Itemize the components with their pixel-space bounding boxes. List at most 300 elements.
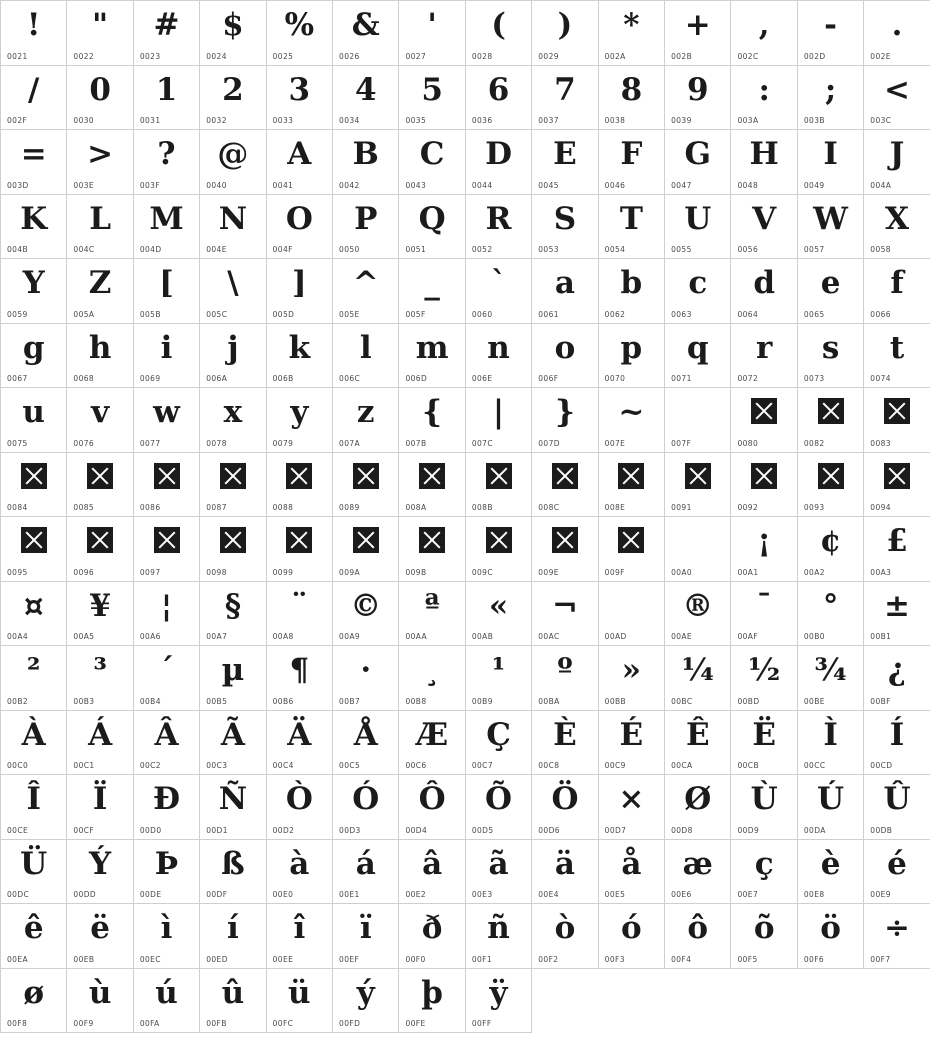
glyph-cell[interactable] [134, 66, 200, 131]
glyph-cell[interactable] [1, 453, 67, 518]
glyph-cell[interactable] [333, 453, 399, 518]
glyph-character: & [351, 7, 380, 43]
glyph-cell[interactable] [67, 904, 133, 969]
glyph-codepoint: 00A6 [139, 632, 161, 641]
glyph-cell[interactable] [333, 840, 399, 905]
glyph-character: # [153, 7, 180, 43]
glyph-cell[interactable] [798, 711, 864, 776]
glyph-cell[interactable] [67, 969, 133, 1034]
glyph-cell[interactable] [333, 582, 399, 647]
notdef-box-icon [818, 398, 844, 424]
glyph-codepoint: 00A1 [737, 567, 759, 577]
glyph-cell[interactable] [599, 66, 665, 131]
glyph-cell[interactable] [731, 453, 797, 518]
glyph-cell[interactable] [532, 840, 598, 905]
glyph-cell[interactable] [399, 324, 465, 389]
notdef-box-icon [353, 527, 379, 553]
glyph-character: M [149, 200, 184, 237]
glyph-cell[interactable] [67, 130, 133, 195]
notdef-box-icon [552, 527, 578, 553]
notdef-box-icon [884, 463, 910, 489]
glyph-cell[interactable] [599, 130, 665, 195]
glyph-cell[interactable] [200, 775, 266, 840]
glyph-cell[interactable] [665, 324, 731, 389]
glyph-cell[interactable] [333, 388, 399, 453]
glyph-cell[interactable] [200, 324, 266, 389]
glyph-cell[interactable] [67, 582, 133, 647]
glyph-cell[interactable] [532, 259, 598, 324]
glyph-cell[interactable] [731, 904, 797, 969]
glyph-cell[interactable] [532, 582, 598, 647]
glyph-cell[interactable] [333, 130, 399, 195]
glyph-cell[interactable] [1, 840, 67, 905]
glyph-cell[interactable] [267, 195, 333, 260]
glyph-cell[interactable] [134, 259, 200, 324]
empty-cell [665, 969, 731, 1034]
glyph-codepoint: 0075 [7, 438, 28, 448]
glyph-codepoint: 0067 [7, 374, 28, 383]
glyph-character: ê [23, 910, 44, 946]
glyph-cell[interactable] [1, 130, 67, 195]
glyph-cell[interactable] [532, 66, 598, 131]
glyph-cell[interactable] [864, 324, 930, 389]
glyph-cell[interactable] [798, 130, 864, 195]
glyph-codepoint: 0074 [870, 374, 891, 383]
glyph-character: V [752, 200, 777, 237]
glyph-cell[interactable] [665, 840, 731, 905]
glyph-cell[interactable] [798, 517, 864, 582]
glyph-cell[interactable] [134, 840, 200, 905]
glyph-cell[interactable] [399, 646, 465, 711]
glyph-cell[interactable] [731, 259, 797, 324]
glyph-cell[interactable] [798, 775, 864, 840]
glyph-cell[interactable] [1, 517, 67, 582]
glyph-cell[interactable] [267, 904, 333, 969]
glyph-cell[interactable] [200, 66, 266, 131]
glyph-cell[interactable] [1, 259, 67, 324]
glyph-cell[interactable] [67, 840, 133, 905]
glyph-character: @ [217, 136, 249, 172]
glyph-cell[interactable] [466, 453, 532, 518]
glyph-character: p [620, 329, 643, 366]
glyph-cell[interactable] [466, 969, 532, 1034]
glyph-codepoint: 0060 [471, 309, 493, 319]
glyph-cell[interactable] [466, 517, 532, 582]
glyph-cell[interactable] [134, 388, 200, 453]
glyph-cell[interactable] [466, 130, 532, 195]
glyph-cell[interactable] [333, 646, 399, 711]
glyph-cell[interactable] [267, 1, 333, 66]
glyph-cell[interactable] [864, 130, 930, 195]
glyph-cell[interactable] [731, 840, 797, 905]
glyph-cell[interactable] [532, 388, 598, 453]
glyph-cell[interactable] [267, 324, 333, 389]
glyph-cell[interactable] [1, 775, 67, 840]
glyph-codepoint: 00CA [671, 761, 693, 770]
glyph-cell[interactable] [267, 453, 333, 518]
glyph-cell[interactable] [466, 195, 532, 260]
glyph-cell[interactable] [200, 453, 266, 518]
glyph-character: Ü [20, 845, 48, 882]
glyph-codepoint: 009E [538, 567, 559, 577]
glyph-character: õ [753, 910, 775, 946]
glyph-cell[interactable] [466, 775, 532, 840]
glyph-character: 9 [686, 71, 709, 108]
glyph-cell[interactable] [134, 711, 200, 776]
glyph-cell[interactable] [798, 1, 864, 66]
glyph-cell[interactable] [864, 195, 930, 260]
glyph-cell[interactable] [267, 969, 333, 1034]
glyph-cell[interactable] [731, 195, 797, 260]
glyph-cell[interactable] [1, 66, 67, 131]
glyph-cell[interactable] [134, 195, 200, 260]
glyph-cell[interactable] [67, 1, 133, 66]
glyph-character: T [619, 200, 643, 237]
glyph-cell[interactable] [798, 324, 864, 389]
glyph-cell[interactable] [67, 66, 133, 131]
glyph-character: ð [421, 910, 443, 946]
glyph-cell[interactable] [333, 711, 399, 776]
glyph-character: Í [889, 716, 905, 753]
glyph-cell[interactable] [864, 388, 930, 453]
glyph-cell[interactable] [134, 453, 200, 518]
glyph-cell[interactable] [267, 66, 333, 131]
glyph-cell[interactable] [200, 259, 266, 324]
glyph-codepoint: 0041 [272, 180, 294, 190]
glyph-cell[interactable] [134, 775, 200, 840]
glyph-character: ® [682, 587, 714, 624]
glyph-cell[interactable] [134, 969, 200, 1034]
glyph-cell[interactable] [67, 453, 133, 518]
glyph-cell[interactable] [466, 904, 532, 969]
glyph-codepoint: 00C8 [538, 761, 560, 770]
glyph-cell[interactable] [864, 775, 930, 840]
glyph-cell[interactable] [1, 711, 67, 776]
glyph-cell[interactable] [200, 195, 266, 260]
glyph-cell[interactable] [466, 711, 532, 776]
glyph-cell[interactable] [798, 259, 864, 324]
glyph-cell[interactable] [200, 582, 266, 647]
glyph-cell[interactable] [798, 582, 864, 647]
glyph-character: ¦ [160, 587, 173, 624]
glyph-cell[interactable] [67, 775, 133, 840]
glyph-cell[interactable] [864, 517, 930, 582]
glyph-cell[interactable] [333, 904, 399, 969]
glyph-cell[interactable] [665, 388, 731, 453]
glyph-cell[interactable] [532, 775, 598, 840]
glyph-cell[interactable] [731, 775, 797, 840]
glyph-cell[interactable] [599, 582, 665, 647]
glyph-cell[interactable] [665, 130, 731, 195]
glyph-character: ´ [158, 652, 175, 688]
glyph-cell[interactable] [599, 453, 665, 518]
glyph-cell[interactable] [399, 453, 465, 518]
glyph-cell[interactable] [267, 259, 333, 324]
glyph-cell[interactable] [67, 324, 133, 389]
glyph-cell[interactable] [1, 195, 67, 260]
glyph-cell[interactable] [200, 646, 266, 711]
glyph-cell[interactable] [333, 66, 399, 131]
glyph-cell[interactable] [134, 904, 200, 969]
glyph-cell[interactable] [864, 1, 930, 66]
glyph-cell[interactable] [333, 517, 399, 582]
glyph-codepoint: 0056 [737, 245, 759, 254]
notdef-box-icon [618, 527, 644, 553]
glyph-cell[interactable] [665, 904, 731, 969]
glyph-codepoint: 004A [870, 180, 892, 190]
glyph-codepoint: 004F [272, 245, 293, 254]
glyph-cell[interactable] [731, 324, 797, 389]
glyph-codepoint: 0029 [538, 51, 559, 61]
glyph-codepoint: 008B [471, 503, 493, 512]
glyph-cell[interactable] [665, 711, 731, 776]
glyph-character: á [355, 845, 376, 882]
glyph-cell[interactable] [267, 517, 333, 582]
glyph-cell[interactable] [1, 904, 67, 969]
glyph-cell[interactable] [599, 259, 665, 324]
glyph-cell[interactable] [200, 130, 266, 195]
glyph-cell[interactable] [798, 453, 864, 518]
glyph-cell[interactable] [200, 388, 266, 453]
glyph-cell[interactable] [1, 969, 67, 1034]
glyph-cell[interactable] [864, 259, 930, 324]
glyph-cell[interactable] [532, 646, 598, 711]
glyph-cell[interactable] [665, 66, 731, 131]
glyph-cell[interactable] [267, 840, 333, 905]
glyph-character: ( [491, 7, 506, 43]
glyph-codepoint: 0095 [7, 567, 28, 577]
notdef-box-icon [286, 463, 312, 489]
glyph-character: ? [157, 136, 176, 172]
glyph-character: ! [26, 7, 41, 43]
glyph-cell[interactable] [864, 646, 930, 711]
glyph-cell[interactable] [267, 388, 333, 453]
glyph-codepoint: 00FF [471, 1019, 492, 1028]
glyph-character: B [352, 136, 379, 172]
glyph-cell[interactable] [532, 904, 598, 969]
glyph-codepoint: 00D7 [604, 825, 627, 835]
glyph-cell[interactable] [399, 969, 465, 1034]
glyph-codepoint: 007B [405, 438, 427, 448]
glyph-cell[interactable] [599, 904, 665, 969]
glyph-cell[interactable] [466, 324, 532, 389]
glyph-codepoint: 00DD [73, 890, 97, 899]
glyph-cell[interactable] [798, 66, 864, 131]
glyph-cell[interactable] [665, 646, 731, 711]
glyph-cell[interactable] [399, 1, 465, 66]
glyph-cell[interactable] [599, 1, 665, 66]
glyph-cell[interactable] [599, 195, 665, 260]
glyph-cell[interactable] [665, 582, 731, 647]
glyph-cell[interactable] [1, 646, 67, 711]
glyph-cell[interactable] [466, 1, 532, 66]
glyph-cell[interactable] [1, 582, 67, 647]
empty-cell [864, 969, 930, 1034]
glyph-codepoint: 00D3 [339, 825, 361, 835]
glyph-cell[interactable] [200, 840, 266, 905]
glyph-cell[interactable] [599, 840, 665, 905]
glyph-cell[interactable] [798, 195, 864, 260]
glyph-cell[interactable] [864, 582, 930, 647]
glyph-character: 4 [354, 71, 377, 108]
glyph-character: Ð [152, 781, 181, 817]
glyph-cell[interactable] [200, 1, 266, 66]
glyph-cell[interactable] [665, 453, 731, 518]
glyph-character: ú [155, 974, 178, 1011]
glyph-cell[interactable] [731, 66, 797, 131]
glyph-cell[interactable] [532, 130, 598, 195]
glyph-cell[interactable] [267, 711, 333, 776]
glyph-cell[interactable] [798, 388, 864, 453]
glyph-cell[interactable] [532, 195, 598, 260]
glyph-cell[interactable] [267, 775, 333, 840]
glyph-cell[interactable] [864, 840, 930, 905]
glyph-cell[interactable] [267, 130, 333, 195]
glyph-codepoint: 0059 [7, 309, 28, 319]
glyph-cell[interactable] [665, 259, 731, 324]
glyph-cell[interactable] [599, 324, 665, 389]
glyph-cell[interactable] [466, 582, 532, 647]
glyph-cell[interactable] [532, 517, 598, 582]
glyph-cell[interactable] [399, 840, 465, 905]
glyph-cell[interactable] [532, 324, 598, 389]
glyph-codepoint: 0046 [604, 180, 626, 190]
glyph-cell[interactable] [466, 646, 532, 711]
glyph-cell[interactable] [665, 1, 731, 66]
glyph-cell[interactable] [864, 66, 930, 131]
glyph-cell[interactable] [134, 130, 200, 195]
glyph-codepoint: 00B8 [405, 696, 427, 706]
glyph-cell[interactable] [134, 646, 200, 711]
glyph-cell[interactable] [67, 517, 133, 582]
glyph-cell[interactable] [466, 66, 532, 131]
glyph-cell[interactable] [67, 388, 133, 453]
glyph-cell[interactable] [267, 582, 333, 647]
glyph-cell[interactable] [731, 130, 797, 195]
glyph-codepoint: 00F5 [737, 954, 758, 964]
glyph-cell[interactable] [399, 582, 465, 647]
glyph-character: î [293, 910, 306, 946]
glyph-cell[interactable] [333, 969, 399, 1034]
glyph-cell[interactable] [134, 1, 200, 66]
glyph-character: d [753, 265, 776, 301]
glyph-cell[interactable] [731, 582, 797, 647]
glyph-cell[interactable] [731, 517, 797, 582]
glyph-cell[interactable] [67, 646, 133, 711]
glyph-codepoint: 0040 [206, 180, 227, 190]
glyph-cell[interactable] [864, 453, 930, 518]
glyph-character: · [360, 652, 372, 688]
glyph-character: P [354, 200, 378, 237]
glyph-cell[interactable] [399, 517, 465, 582]
glyph-character: c [688, 265, 708, 301]
glyph-cell[interactable] [864, 904, 930, 969]
notdef-box-icon [21, 463, 47, 489]
glyph-cell[interactable] [399, 711, 465, 776]
glyph-codepoint: 0079 [272, 438, 294, 448]
glyph-cell[interactable] [134, 517, 200, 582]
glyph-cell[interactable] [599, 388, 665, 453]
glyph-cell[interactable] [399, 904, 465, 969]
glyph-cell[interactable] [532, 711, 598, 776]
glyph-cell[interactable] [1, 388, 67, 453]
glyph-codepoint: 00E4 [538, 890, 559, 899]
glyph-cell[interactable] [1, 324, 67, 389]
glyph-character: G [684, 136, 711, 172]
glyph-cell[interactable] [731, 646, 797, 711]
glyph-cell[interactable] [731, 388, 797, 453]
glyph-cell[interactable] [267, 646, 333, 711]
glyph-cell[interactable] [731, 1, 797, 66]
glyph-cell[interactable] [798, 840, 864, 905]
glyph-cell[interactable] [532, 1, 598, 66]
glyph-character: - [824, 7, 838, 43]
glyph-cell[interactable] [333, 259, 399, 324]
glyph-codepoint: 0042 [339, 180, 360, 190]
glyph-cell[interactable] [798, 646, 864, 711]
glyph-character: ¸ [424, 652, 440, 688]
glyph-codepoint: 003A [737, 116, 759, 125]
glyph-cell[interactable] [399, 66, 465, 131]
glyph-cell[interactable] [399, 775, 465, 840]
glyph-cell[interactable] [333, 324, 399, 389]
glyph-cell[interactable] [599, 646, 665, 711]
glyph-cell[interactable] [864, 711, 930, 776]
glyph-cell[interactable] [200, 904, 266, 969]
glyph-cell[interactable] [599, 517, 665, 582]
glyph-character: ô [687, 910, 709, 946]
glyph-character: Å [353, 716, 378, 753]
glyph-cell[interactable] [399, 130, 465, 195]
glyph-cell[interactable] [134, 582, 200, 647]
glyph-cell[interactable] [466, 840, 532, 905]
glyph-cell[interactable] [466, 259, 532, 324]
glyph-codepoint: 00C2 [139, 761, 161, 770]
glyph-cell[interactable] [399, 195, 465, 260]
glyph-cell[interactable] [665, 517, 731, 582]
glyph-character: ¿ [887, 652, 907, 688]
glyph-cell[interactable] [333, 775, 399, 840]
glyph-cell[interactable] [599, 775, 665, 840]
glyph-cell[interactable] [665, 195, 731, 260]
glyph-cell[interactable] [67, 259, 133, 324]
glyph-codepoint: 00D5 [471, 825, 494, 835]
glyph-cell[interactable] [1, 1, 67, 66]
glyph-cell[interactable] [399, 259, 465, 324]
glyph-codepoint: 005B [139, 309, 161, 319]
glyph-codepoint: 00F7 [870, 954, 891, 964]
glyph-cell[interactable] [798, 904, 864, 969]
glyph-cell[interactable] [532, 453, 598, 518]
glyph-cell[interactable] [731, 711, 797, 776]
glyph-cell[interactable] [599, 711, 665, 776]
glyph-cell[interactable] [200, 969, 266, 1034]
glyph-cell[interactable] [333, 1, 399, 66]
glyph-codepoint: 008C [538, 503, 560, 512]
glyph-character: < [883, 71, 910, 108]
glyph-cell[interactable] [67, 711, 133, 776]
glyph-cell[interactable] [399, 388, 465, 453]
glyph-cell[interactable] [200, 517, 266, 582]
glyph-cell[interactable] [134, 324, 200, 389]
glyph-cell[interactable] [67, 195, 133, 260]
glyph-cell[interactable] [333, 195, 399, 260]
glyph-cell[interactable] [466, 388, 532, 453]
glyph-codepoint: 009F [604, 567, 625, 577]
glyph-codepoint: 007E [604, 438, 626, 448]
glyph-cell[interactable] [200, 711, 266, 776]
glyph-cell[interactable] [665, 775, 731, 840]
